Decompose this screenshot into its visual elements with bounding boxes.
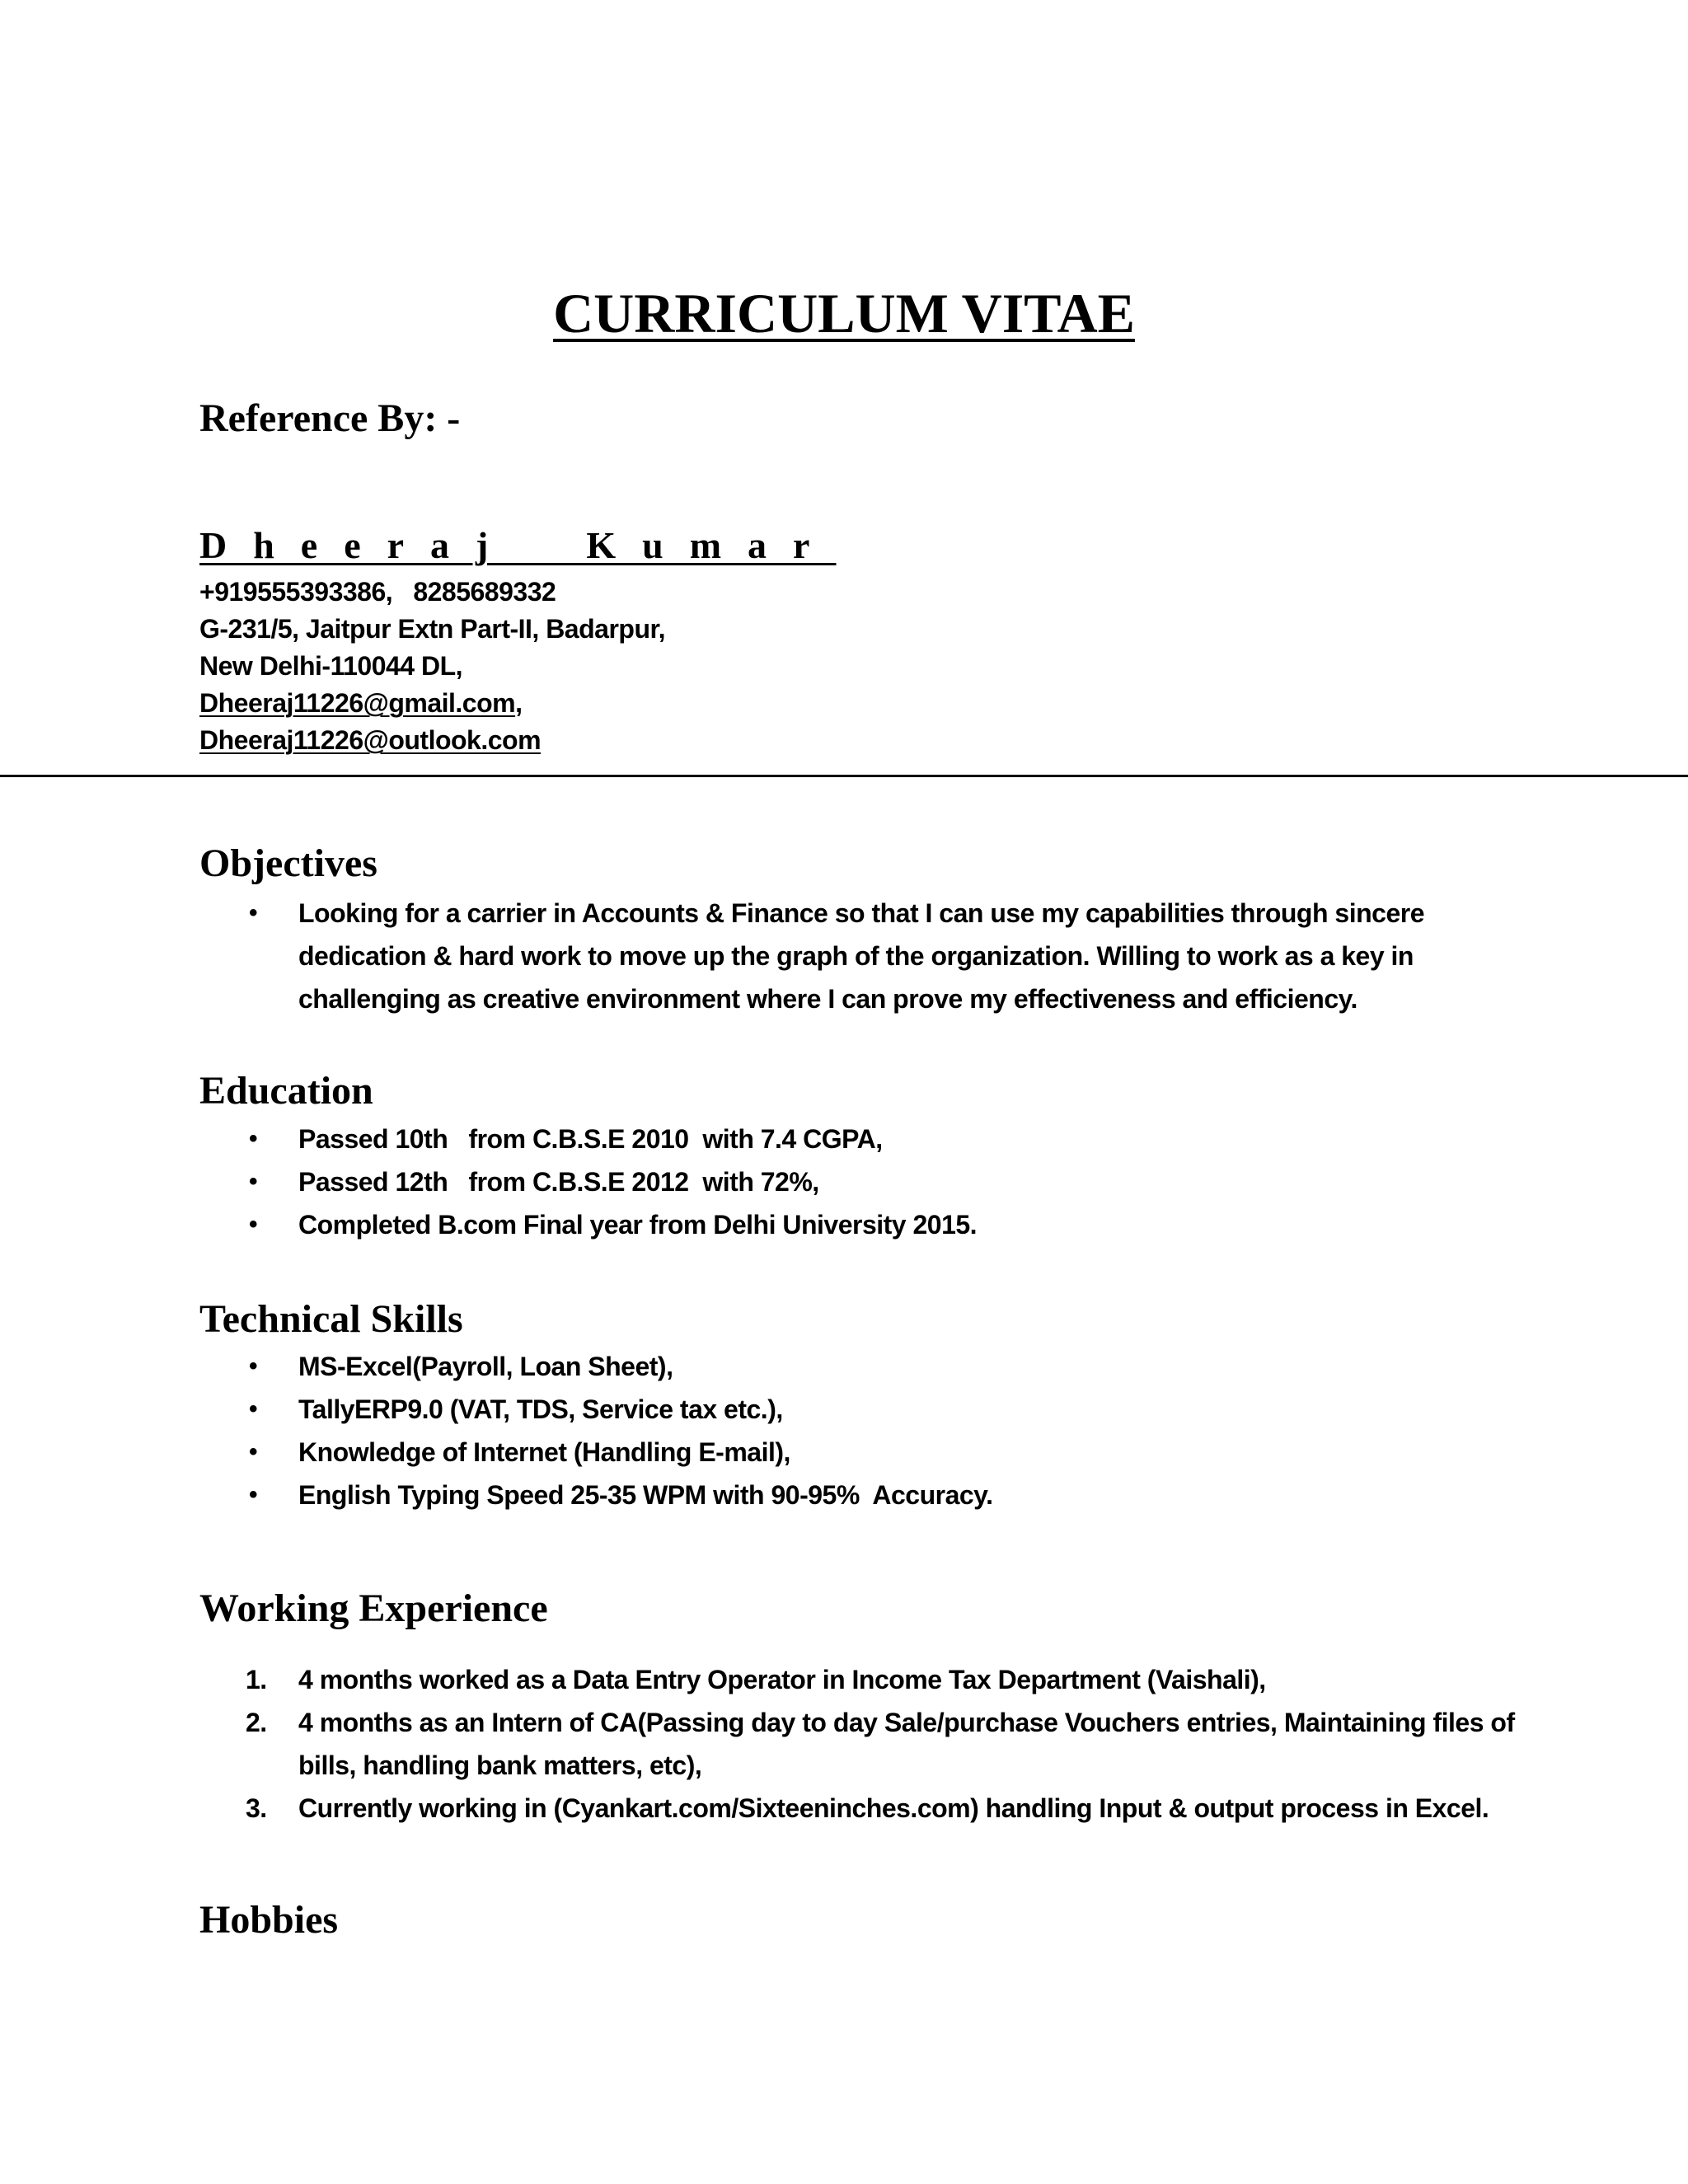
experience-item-text: 4 months as an Intern of CA(Passing day to day Sale/purchase Vouchers entries, Maintaining files of bills, handling bank matters, etc),: [298, 1708, 1515, 1780]
list-item: [199, 1787, 1518, 1830]
technical-skills-heading: Technical Skills: [199, 1297, 463, 1341]
divider-line: [0, 775, 1688, 777]
email-link-gmail[interactable]: Dheeraj11226@gmail.com: [199, 688, 516, 718]
list-item: [199, 1474, 1518, 1516]
bullet-icon: •: [249, 899, 258, 926]
experience-item-text: Currently working in (Cyankart.com/Sixteeninches.com) handling Input & output process in Excel.: [298, 1793, 1489, 1823]
address-line-1: G-231/5, Jaitpur Extn Part-II, Badarpur,: [199, 614, 666, 644]
skill-item-text: Knowledge of Internet (Handling E-mail),: [298, 1437, 790, 1467]
address-line-2: New Delhi-110044 DL,: [199, 651, 463, 681]
technical-skills-list: [199, 1345, 1518, 1516]
education-item-text: Passed 12th from C.B.S.E 2012 with 72%,: [298, 1167, 819, 1197]
phone-numbers: +919555393386, 8285689332: [199, 577, 556, 607]
list-item: [199, 1388, 1518, 1431]
objectives-list: [199, 892, 1518, 1020]
education-item-text: Passed 10th from C.B.S.E 2010 with 7.4 CGPA,: [298, 1124, 883, 1154]
email-line-1: [199, 685, 665, 722]
bullet-icon: •: [249, 1438, 258, 1465]
objective-text: Looking for a carrier in Accounts & Finance so that I can use my capabilities through sincere dedication & hard work to move up the graph of the organization. Willing to work as a key in challenging as creative environment where I can prove my effectiveness and efficiency.: [298, 898, 1424, 1014]
hobbies-heading: Hobbies: [199, 1898, 339, 1942]
working-experience-list: [199, 1658, 1518, 1830]
bullet-icon: •: [249, 1125, 258, 1152]
list-item: [199, 1160, 1518, 1203]
list-item: [199, 1658, 1518, 1701]
bullet-icon: •: [249, 1352, 258, 1380]
skill-item-text: TallyERP9.0 (VAT, TDS, Service tax etc.),: [298, 1394, 783, 1424]
list-item: [199, 1431, 1518, 1474]
contact-block: [199, 574, 665, 759]
bullet-icon: •: [249, 1481, 258, 1508]
skill-item-text: English Typing Speed 25-35 WPM with 90-95% Accuracy.: [298, 1480, 993, 1510]
reference-label: Reference By: -: [199, 396, 461, 440]
list-number: 1.: [246, 1665, 267, 1694]
list-item: [199, 1203, 1518, 1246]
list-item: [199, 1118, 1518, 1160]
list-number: 3.: [246, 1793, 267, 1823]
objectives-heading: Objectives: [199, 841, 377, 885]
bullet-icon: •: [249, 1211, 258, 1238]
experience-item-text: 4 months worked as a Data Entry Operator in Income Tax Department (Vaishali),: [298, 1665, 1266, 1694]
candidate-name: Dheeraj Kumar: [199, 524, 837, 566]
email-link-outlook[interactable]: Dheeraj11226@outlook.com: [199, 725, 542, 755]
document-title: CURRICULUM VITAE: [553, 282, 1135, 344]
education-list: [199, 1118, 1518, 1246]
skill-item-text: MS-Excel(Payroll, Loan Sheet),: [298, 1352, 673, 1381]
email-separator: ,: [515, 688, 523, 718]
list-item: [199, 1345, 1518, 1388]
bullet-icon: •: [249, 1395, 258, 1422]
list-item: [199, 1701, 1518, 1787]
education-item-text: Completed B.com Final year from Delhi University 2015.: [298, 1210, 978, 1240]
working-experience-heading: Working Experience: [199, 1586, 548, 1630]
list-item: [199, 892, 1518, 1020]
education-heading: Education: [199, 1069, 373, 1113]
bullet-icon: •: [249, 1168, 258, 1195]
email-line-2: [199, 722, 665, 759]
list-number: 2.: [246, 1708, 267, 1737]
